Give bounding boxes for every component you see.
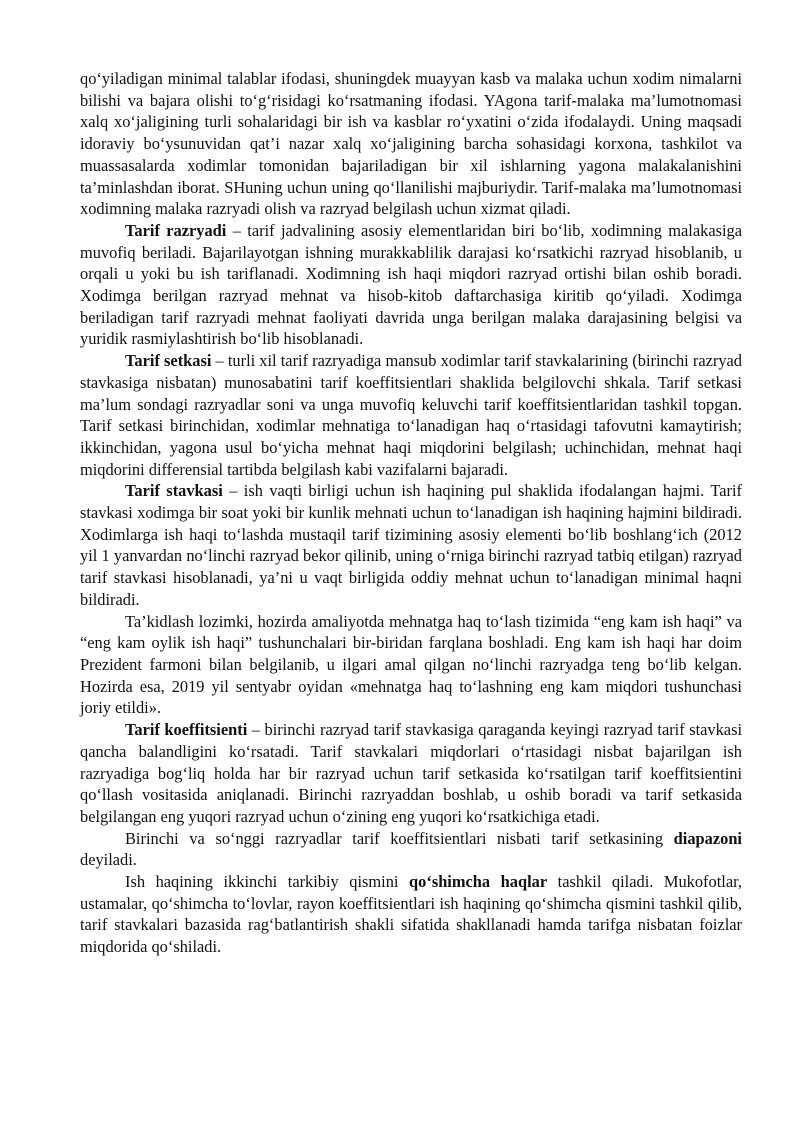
paragraph-intro-continued: [80, 68, 742, 220]
term-diapazoni: diapazoni: [673, 828, 742, 848]
paragraph-eng-kam-ish-haqi: [80, 611, 742, 720]
paragraph-lead-text: Birinchi va so‘nggi razryadlar tarif koeffitsientlari nisbati tarif setkasining: [125, 828, 674, 848]
term-qoshimcha-haqlar: qo‘shimcha haqlar: [409, 872, 548, 892]
paragraph-text: – turli xil tarif razryadiga mansub xodimlar tarif stavkalarining (birinchi razryad stavkasiga nisbatan) munosabatini tarif koeffitsientlari shaklida belgilovchi shkala. Tarif setkasi ma’lum sondagi razryadlar soni va unga muvofiq keluvchi tarif koeffitsientlaridan tashkil topgan. Tarif setkasi birinchidan, xodimlar mehnatiga to‘lanadigan haq o‘rtasidagi tafovutni kamaytirish; ikkinchidan, yagona usul bo‘yicha mehnat haqi miqdorini belgilash; uchinchidan, mehnat haqi miqdorini differensial tartibda belgilash kabi vazifalarni bajaradi.: [80, 351, 742, 479]
paragraph-tarif-razryadi: [80, 220, 742, 350]
paragraph-qoshimcha-haqlar: [80, 871, 742, 958]
paragraph-lead-text: Ish haqining ikkinchi tarkibiy qismini: [125, 872, 410, 892]
paragraph-text: qo‘yiladigan minimal talablar ifodasi, shuningdek muayyan kasb va malaka uchun xodim nimalarni bilishi va bajara olishi to‘g‘risidagi ko‘rsatmaning ifodasi. YAgona tarif-malaka ma’lumotnomasi xalq xo‘jaligining turli sohalaridagi bir ish va kasblar ro‘yxatini o‘zida ifodalaydi. Uning maqsadi idoraviy bo‘ysunuvidan qat’i nazar xalq xo‘jaligining barcha sohasidagi korxona, tashkilot va muassasalarda xodimlar tomonidan bajariladigan bir xil ishlarning yagona malakalanishini ta’minlashdan iborat. SHuning uchun uning qo‘llanilishi majburiydir. Tarif-malaka ma’lumotnomasi xodimning malaka razryadi olish va razryad belgilash uchun xizmat qiladi.: [80, 69, 742, 219]
paragraph-text: deyiladi.: [80, 850, 137, 870]
paragraph-text: – birinchi razryad tarif stavkasiga qaraganda keyingi razryad tarif stavkasi qancha balandligini ko‘rsatadi. Tarif stavkalari miqdorlari o‘rtasidagi nisbat bajarilgan ish razryadiga bog‘liq holda har bir razryad uchun tarif setkasida ko‘rsatilgan tarif koeffitsientini qo‘llash vositasida aniqlanadi. Birinchi razryaddan boshlab, u oshib boradi va tarif setkasida belgilangan eng yuqori razryad uchun o‘zining eng yuqori ko‘rsatkichiga etadi.: [80, 720, 742, 826]
paragraph-text: – ish vaqti birligi uchun ish haqining pul shaklida ifodalangan hajmi. Tarif stavkasi xodimga bir soat yoki bir kunlik mehnati uchun to‘lanadigan ish haqining hajmini bildiradi. Xodimlarga ish haqi to‘lashda mustaqil tarif tizimining asosiy elementi bo‘lib boshlang‘ich (2012 yil 1 yanvardan no‘linchi razryad bekor qilinib, uning o‘rniga birinchi razryad tatbiq etilgan) razryad tarif stavkasi hisoblanadi, ya’ni u vaqt birligida oddiy mehnat uchun to‘lanadigan minimal haqni bildiradi.: [80, 481, 742, 609]
term-tarif-setkasi: Tarif setkasi: [125, 351, 212, 371]
term-tarif-razryadi: Tarif razryadi: [125, 220, 227, 240]
paragraph-text: tashkil qiladi. Mukofotlar, ustamalar, qo‘shimcha to‘lovlar, rayon koeffitsientlari ish haqining qo‘shimcha qismini tashkil qilib, tarif stavkalari bazasida rag‘batlantirish shakli sifatida shakllanadi hamda tarifga nisbatan foizlar miqdorida qo‘shiladi.: [80, 872, 742, 957]
paragraph-text: Ta’kidlash lozimki, hozirda amaliyotda mehnatga haq to‘lash tizimida “eng kam ish haqi” va “eng kam oylik ish haqi” tushunchalari bir-biridan farqlana boshladi. Eng kam ish haqi har doim Prezident farmoni bilan belgilanib, u ilgari amal qilgan no‘linchi razryadga teng bo‘lib kelgan. Hozirda esa, 2019 yil sentyabr oyidan «mehnatga haq to‘lashning eng kam miqdori tushunchasi joriy etildi».: [80, 611, 742, 718]
paragraph-tarif-setkasi: [80, 350, 742, 480]
term-tarif-koeffitsienti: Tarif koeffitsienti: [125, 720, 248, 740]
paragraph-tarif-stavkasi: [80, 480, 742, 610]
term-tarif-stavkasi: Tarif stavkasi: [125, 481, 223, 501]
paragraph-tarif-koeffitsienti: [80, 719, 742, 828]
paragraph-diapazoni: [80, 828, 742, 871]
document-page: [80, 68, 742, 958]
paragraph-text: – tarif jadvalining asosiy elementlaridan biri bo‘lib, xodimning malakasiga muvofiq beriladi. Bajarilayotgan ishning murakkablilik darajasi ko‘rsatkichi razryad hisoblanib, u orqali u yoki bu ish tariflanadi. Xodimning ish haqi miqdori razryad ortishi bilan oshib boradi. Xodimga berilgan razryad mehnat va hisob-kitob daftarchasiga kiritib qo‘yiladi. Xodimga beriladigan tarif razryadi mehnat faoliyati davrida unga berilgan malaka darajasining belgisi va yuridik rasmiylashtirish bo‘lib hisoblanadi.: [80, 220, 742, 349]
